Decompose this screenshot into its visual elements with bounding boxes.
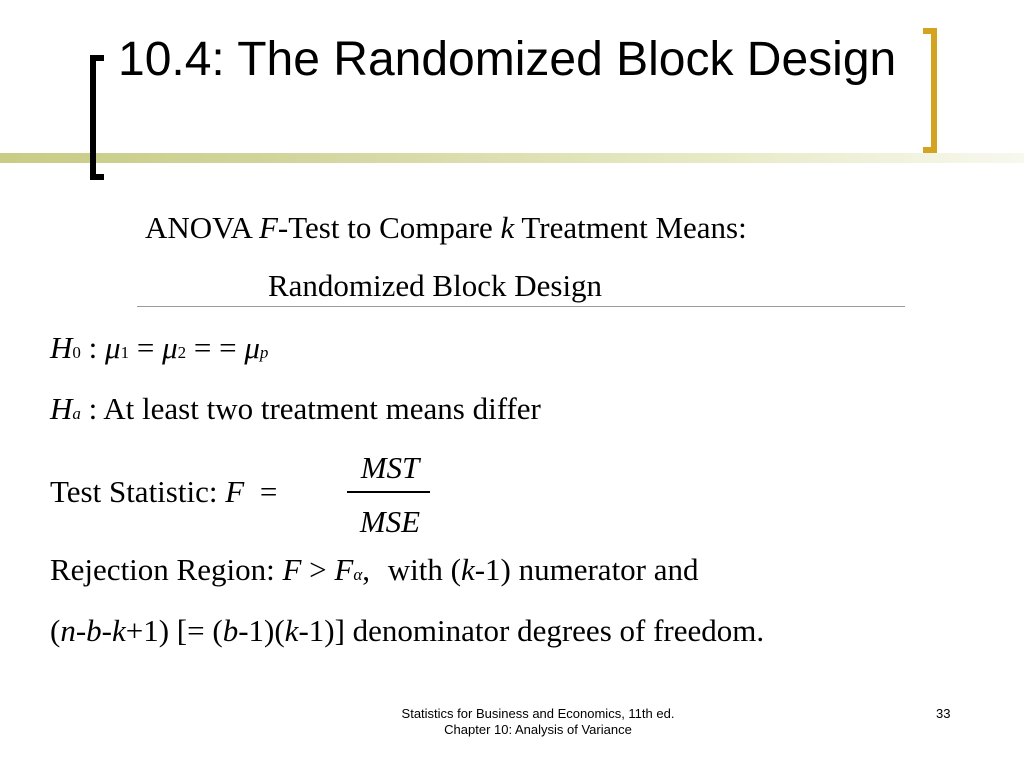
slide-title: 10.4: The Randomized Block Design [118,33,897,86]
equals-3: = [219,330,237,365]
rr2-denominator-text: -1)] denominator degrees of freedom. [298,613,765,648]
box-heading-anova: ANOVA [145,210,252,245]
test-statistic-f: F [225,474,245,509]
box-heading-k: k [500,210,515,245]
mu-2-subscript: 2 [177,343,187,362]
footer-source [360,706,716,738]
h0-subscript: 0 [72,343,81,362]
rr2-minus1: - [75,613,87,648]
equals-1: = [136,330,155,365]
rr2-b2: b [222,613,239,648]
page-number: 33 [936,706,951,721]
mu-1-subscript: 1 [120,343,130,362]
mu-2: μ [162,330,178,365]
title-accent-band [0,153,1024,163]
mu-p-subscript: p [259,343,269,362]
mu-1: μ [105,330,121,365]
rr-f: F [282,552,302,587]
rejection-region-label: Rejection Region: [50,552,275,587]
rr2-open: ( [50,613,61,648]
fraction-bar [347,491,430,493]
test-statistic-text: Test Statistic: [50,474,218,509]
rr-comma: , [362,552,371,587]
rejection-region-line2 [50,611,764,651]
test-statistic-label [50,472,277,512]
box-heading-line2: Randomized Block Design [268,268,603,303]
box-heading-tail: Treatment Means: [521,210,747,245]
rr2-b: b [86,613,102,648]
footer-book-title: Statistics for Business and Economics, 11th ed. [401,706,675,721]
equals-2: = [193,330,212,365]
rr-k: k [460,552,475,587]
rr-greater-than: > [309,552,327,587]
right-bracket-decoration [923,28,937,153]
rejection-region-line1 [50,550,699,595]
alt-hypothesis [50,389,541,434]
rr-alpha-subscript: α [353,565,363,584]
ha-text: : At least two treatment means differ [88,391,541,426]
fraction-denominator: MSE [359,504,421,539]
ha-symbol: H [50,391,73,426]
rr2-minus2: - [101,613,112,648]
box-divider [137,306,905,307]
mu-p: μ [244,330,260,365]
rr-numerator-text: -1) numerator and [474,552,699,587]
h0-colon: : [88,330,98,365]
box-heading-line1 [145,208,747,248]
rr2-plus1: +1) [= ( [125,613,223,648]
rr-with: with ( [387,552,461,587]
test-statistic-equals: = [259,474,278,509]
fraction-numerator: MST [360,450,420,485]
h0-symbol: H [50,330,73,365]
rr2-n: n [60,613,76,648]
box-heading-f: F [258,210,278,245]
footer-chapter: Chapter 10: Analysis of Variance [444,722,632,737]
null-hypothesis [50,328,268,373]
left-bracket-decoration [90,55,104,180]
box-heading-text: -Test to Compare [277,210,493,245]
rr-f-alpha: F [334,552,354,587]
rr2-k3: k [284,613,299,648]
rr2-mid: -1)( [238,613,285,648]
rr2-k: k [111,613,126,648]
ha-subscript: a [72,404,81,423]
